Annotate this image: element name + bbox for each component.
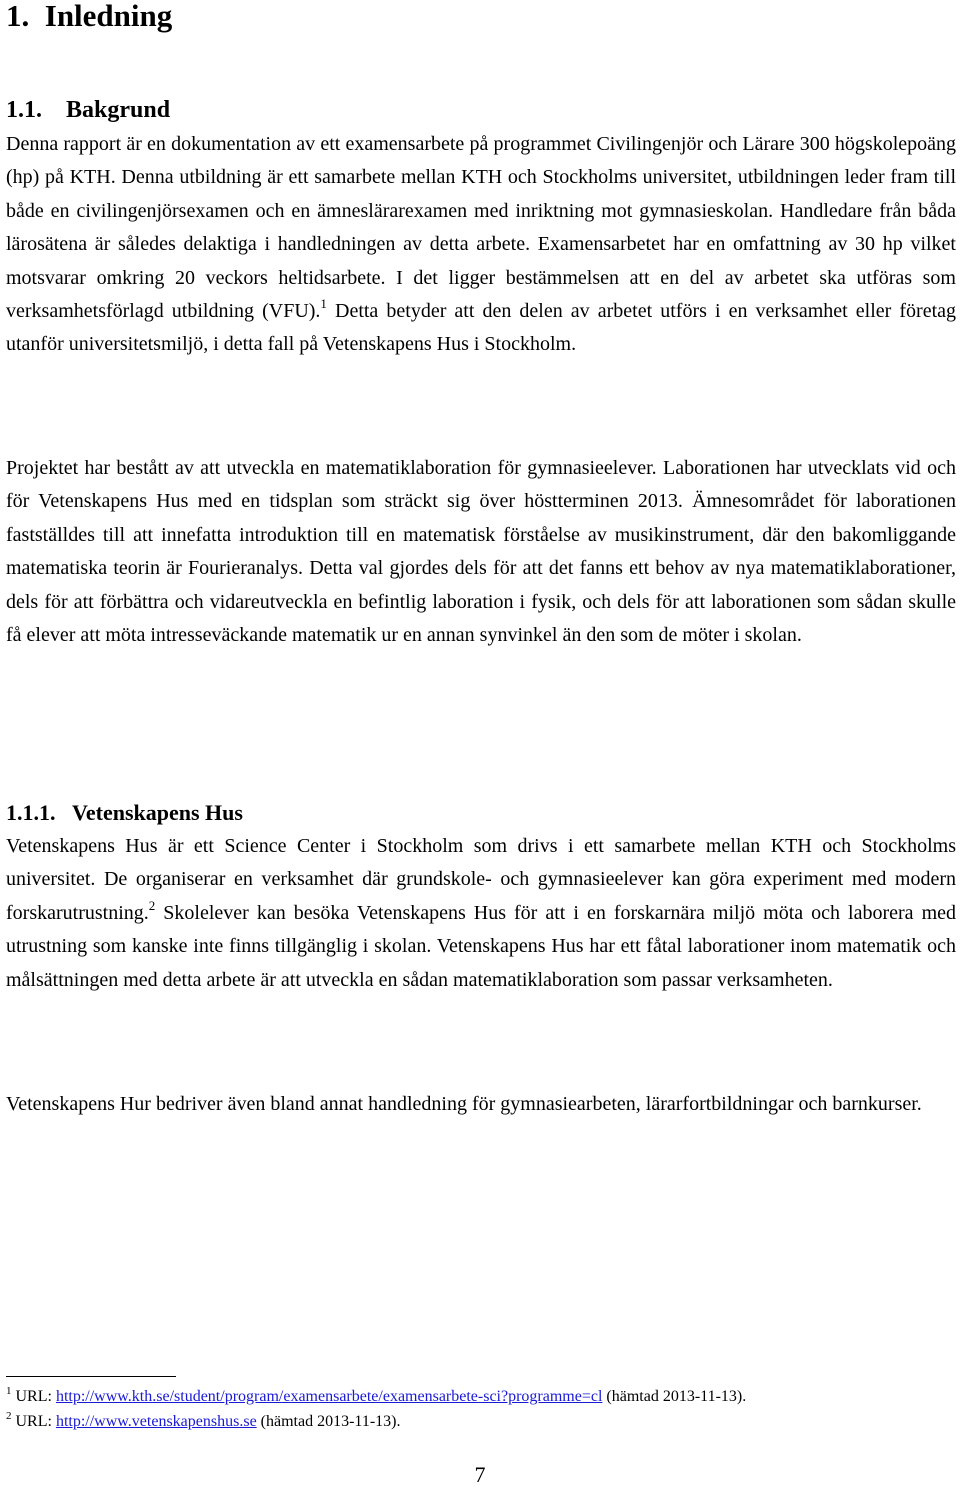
subsection-title: Vetenskapens Hus — [72, 800, 243, 825]
footnote-mark: 2 — [6, 1410, 12, 1422]
chapter-title: Inledning — [44, 0, 173, 33]
paragraph-text: Denna rapport är en dokumentation av ett examensarbete på programmet Civilingenjör och Lärare 300 högskolepoäng (hp) på KTH. Denna utbildning är ett samarbete mellan KTH och Stockholms universitet, utbildningen leder fram till både en civilingenjörsexamen och en ämneslärarexamen med inriktning mot gymnasieskolan. Handledare från båda lärosätena är således delaktiga i handledningen av detta arbete. Examensarbetet har en omfattning av 30 hp vilket motsvarar omkring 20 veckors heltidsarbete. I det ligger bestämmelsen att en del av arbetet ska utföras som verksamhetsförlagd utbildning (VFU).$^1$ Detta betyder att den delen av arbetet utförs i en verksamhet eller företag utanför universitetsmiljö, i detta fall på Vetenskapens Hus i Stockholm. — [6, 133, 957, 356]
bakgrund-paragraph-2 — [6, 452, 956, 652]
vh-paragraph-2 — [6, 1088, 956, 1121]
section-title: Bakgrund — [66, 97, 171, 123]
footnote-ref-1[interactable]: 1 — [320, 296, 327, 312]
section-number: 1.1. — [6, 97, 42, 123]
footnote-2: $^2$ URL: http://www.vetenskapenshus.se (hämtad 2013-11-13). — [6, 1410, 401, 1430]
footnotes — [6, 1384, 746, 1434]
subsection-heading — [6, 796, 243, 830]
paragraph-text: Vetenskapens Hur bedriver även bland annat handledning för gymnasiearbeten, lärarfortbildningar och barnkurser. — [6, 1093, 922, 1115]
footnote-link-kth[interactable]: http://www.kth.se/student/program/examensarbete/examensarbete-sci?programme=cl — [55, 1388, 603, 1405]
bakgrund-paragraph-1 — [6, 128, 956, 362]
subsection-number: 1.1.1. — [6, 800, 56, 825]
footnote-1: $^1$ URL: http://www.kth.se/student/program/examensarbete/examensarbete-sci?programme=cl (hämtad 2013-11-13). — [6, 1385, 747, 1405]
footnote-link-vetenskapenshus[interactable]: http://www.vetenskapenshus.se — [55, 1413, 257, 1430]
footnote-separator — [6, 1376, 176, 1377]
vh-paragraph-1 — [6, 830, 956, 997]
page-number: 7 — [474, 1462, 486, 1487]
footnote-ref-2[interactable]: 2 — [148, 897, 156, 913]
paragraph-text: Projektet har bestått av att utveckla en matematiklaboration för gymnasieelever. Laborationen har utvecklats vid och för Vetenskapens Hus med en tidsplan som sträckt sig över höstterminen 2013. Ämnesområdet för laborationen fastställdes till att innefatta introduktion till en matematisk förståelse av musikinstrument, där den bakomliggande matematiska teorin är Fourieranalys. Detta val gjordes dels för att det fanns ett behov av nya matematiklaborationer, dels för att förbättra och vidareutveckla en befintlig laboration i fysik, och dels för att laborationen som sådan skulle få elever att möta intresseväckande matematik ur en annan synvinkel än den som de möter i skolan. — [6, 457, 956, 647]
chapter-number: 1. — [6, 0, 30, 33]
paragraph-text: Vetenskapens Hus är ett Science Center i Stockholm som drivs i ett samarbete mellan KTH och Stockholms universitet. De organiserar en verksamhet där grundskole- och gymnasieelever kan göra experiment med modern forskarutrustning.$^2$ Skolelever kan besöka Vetenskapens Hus för att i en forskarnära miljö möta och laborera med utrustning som kanske inte finns tillgänglig i skolan. Vetenskapens Hus har ett fåtal laborationer inom matematik och målsättningen med detta arbete är att utveckla en sådan matematiklaboration som passar verksamheten. — [6, 835, 956, 991]
section-heading — [6, 92, 170, 128]
chapter-heading — [6, 0, 172, 36]
footnote-mark: 1 — [6, 1385, 12, 1397]
